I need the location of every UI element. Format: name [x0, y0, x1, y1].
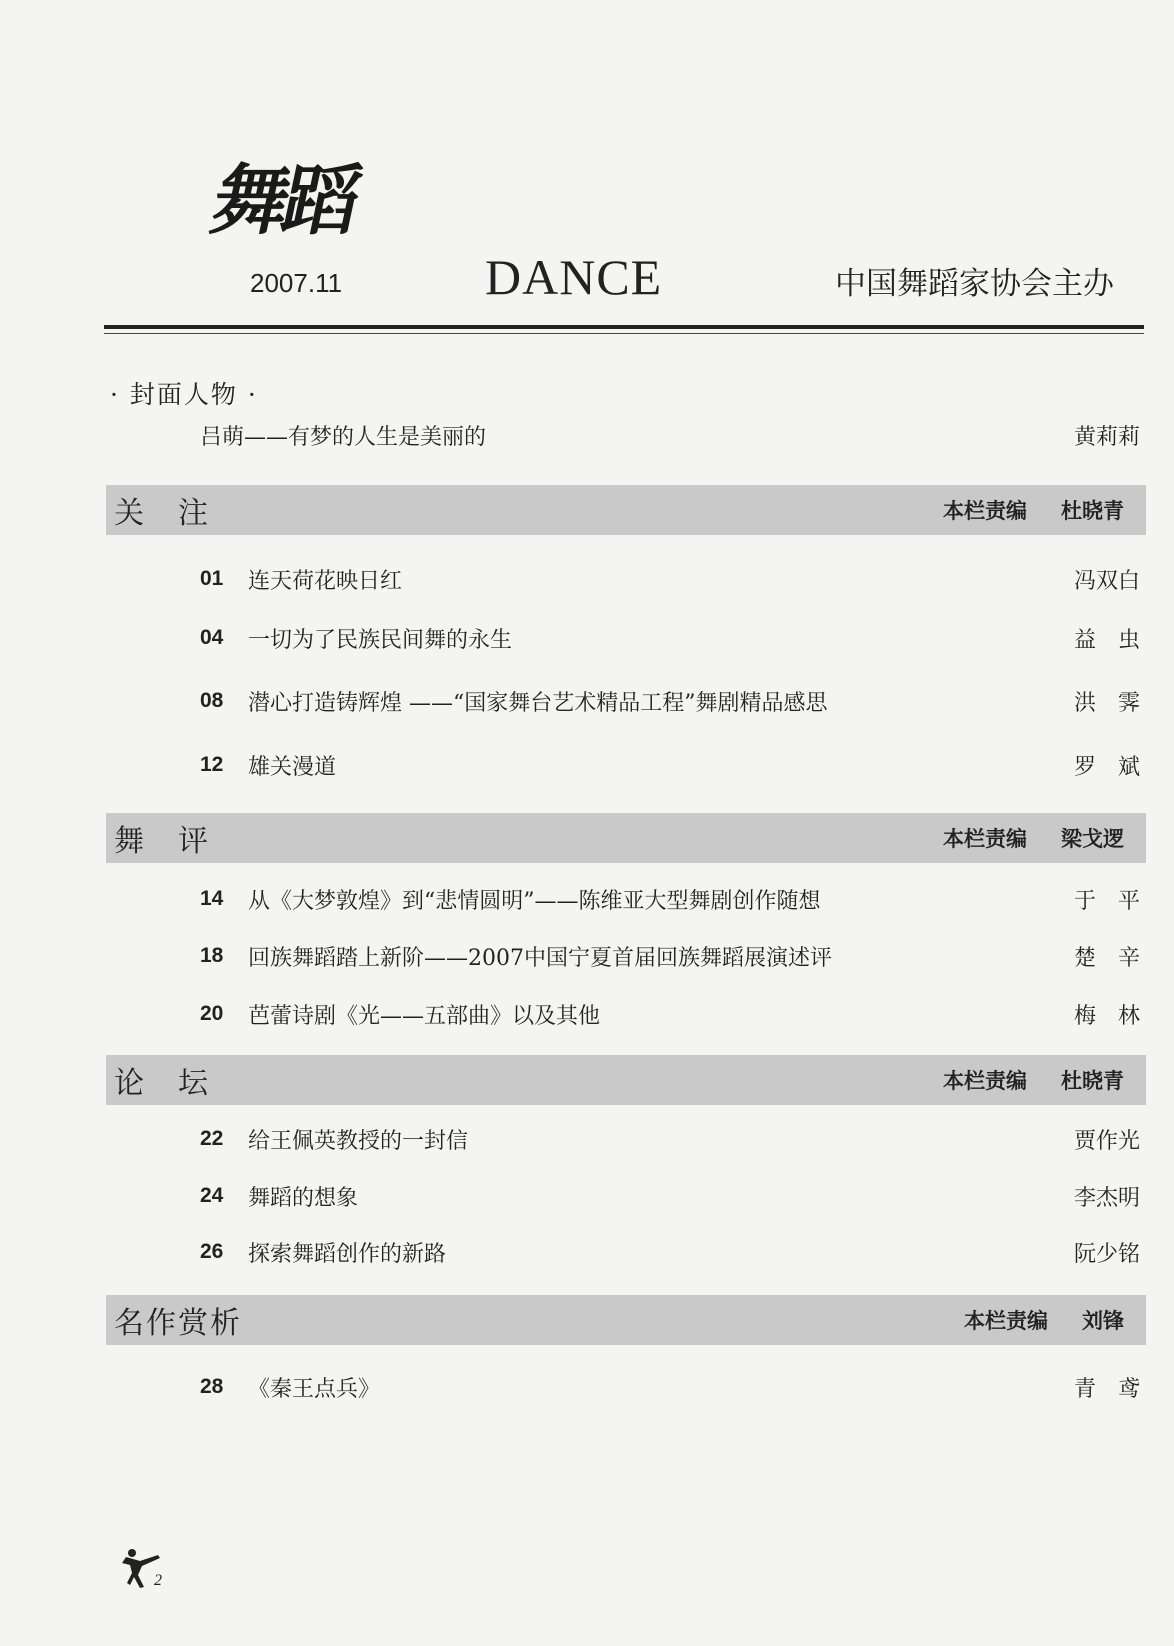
entry-title: 连天荷花映日红 — [248, 568, 403, 594]
magazine-title: DANCE — [485, 249, 663, 305]
entry-title: 给王佩英教授的一封信 — [248, 1128, 469, 1154]
entry-title: 探索舞蹈创作的新路 — [248, 1241, 447, 1267]
page-number: 24 — [200, 1184, 224, 1207]
page-number: 20 — [200, 1002, 224, 1025]
toc-entry[interactable] — [200, 562, 1140, 596]
page-number: 26 — [200, 1240, 224, 1263]
toc-entry[interactable] — [200, 1179, 1140, 1213]
entry-author: 冯双白 — [1073, 568, 1140, 594]
entry-author: 贾作光 — [1073, 1128, 1140, 1154]
toc-entry[interactable] — [200, 1370, 1140, 1404]
page-number: 28 — [200, 1375, 224, 1398]
entry-author: 于 平 — [1073, 888, 1140, 914]
entry-author: 李杰明 — [1073, 1185, 1140, 1211]
entry-title: 《秦王点兵》 — [248, 1376, 381, 1402]
entry-author: 罗 斌 — [1073, 754, 1140, 780]
page-number-footer: 2 — [154, 1572, 162, 1589]
sponsor-line: 中国舞蹈家协会主办 — [835, 266, 1114, 302]
page-number: 12 — [200, 753, 224, 776]
toc-entry[interactable] — [200, 997, 1140, 1031]
entry-title: 舞蹈的想象 — [248, 1185, 359, 1211]
cover-entry[interactable] — [200, 418, 1140, 452]
section-bar-luntan — [106, 1055, 1146, 1105]
toc-entry[interactable] — [200, 621, 1140, 655]
toc-entry[interactable] — [200, 684, 1140, 718]
toc-entry[interactable] — [200, 1235, 1140, 1269]
section-bar-mingzuo — [106, 1295, 1146, 1345]
section-bar-wuping — [106, 813, 1146, 863]
page-number: 01 — [200, 567, 224, 590]
section-title: 关 注 — [114, 496, 210, 531]
header-rule — [104, 325, 1144, 329]
editor-name: 杜晓青 — [1061, 1069, 1124, 1093]
editor-label: 本栏责编 — [943, 499, 1027, 523]
toc-entry[interactable] — [200, 939, 1140, 973]
section-title: 舞 评 — [114, 824, 210, 859]
page-number: 14 — [200, 887, 224, 910]
header-rule-thin — [104, 333, 1144, 334]
editor-label: 本栏责编 — [964, 1309, 1048, 1333]
editor-name: 杜晓青 — [1061, 499, 1124, 523]
section-bar-guanzhu — [106, 485, 1146, 535]
entry-author: 梅 林 — [1073, 1003, 1140, 1029]
cover-section-label: · 封面人物 · — [110, 380, 258, 409]
page-number: 18 — [200, 944, 224, 967]
editor-name: 刘锋 — [1082, 1309, 1124, 1333]
entry-title: 芭蕾诗剧《光——五部曲》以及其他 — [248, 1003, 601, 1029]
entry-author: 黄莉莉 — [1073, 424, 1140, 450]
entry-title: 一切为了民族民间舞的永生 — [248, 627, 513, 653]
entry-title: 吕萌——有梦的人生是美丽的 — [200, 424, 487, 450]
page-number: 08 — [200, 689, 224, 712]
entry-title: 潜心打造铸辉煌 ——“国家舞台艺术精品工程”舞剧精品感思 — [248, 690, 828, 716]
entry-title: 从《大梦敦煌》到“悲情圆明”——陈维亚大型舞剧创作随想 — [248, 888, 821, 914]
entry-author: 楚 辛 — [1073, 945, 1140, 971]
magazine-logo: 舞蹈 — [204, 156, 364, 245]
page-number: 22 — [200, 1127, 224, 1150]
page-number: 04 — [200, 626, 224, 649]
editor-label: 本栏责编 — [943, 1069, 1027, 1093]
toc-entry[interactable] — [200, 748, 1140, 782]
entry-author: 益 虫 — [1073, 627, 1140, 653]
section-title: 论 坛 — [114, 1066, 210, 1101]
toc-entry[interactable] — [200, 1122, 1140, 1156]
issue-date: 2007.11 — [250, 268, 343, 298]
entry-author: 青 鸢 — [1073, 1376, 1140, 1402]
section-title: 名作赏析 — [114, 1306, 242, 1341]
editor-name: 梁戈逻 — [1061, 827, 1124, 851]
entry-author: 阮少铭 — [1073, 1241, 1140, 1267]
entry-author: 洪 霁 — [1073, 690, 1140, 716]
toc-entry[interactable] — [200, 882, 1140, 916]
editor-label: 本栏责编 — [943, 827, 1027, 851]
entry-title: 回族舞蹈踏上新阶——2007中国宁夏首届回族舞蹈展演述评 — [248, 945, 832, 971]
entry-title: 雄关漫道 — [248, 754, 337, 780]
